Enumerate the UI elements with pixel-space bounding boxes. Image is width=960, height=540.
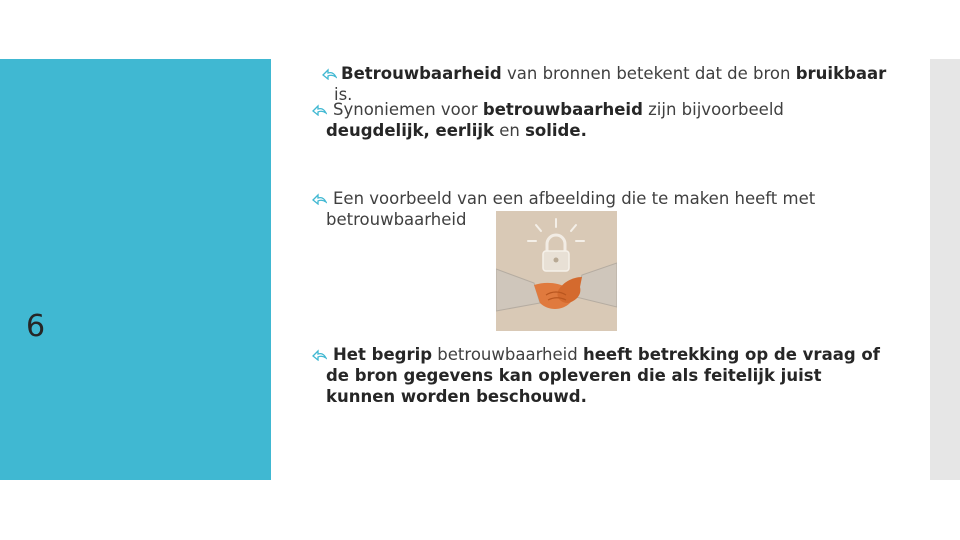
handshake-lock-icon [496,211,617,331]
bold-text: heeft betrekking op de vraag of de bron gegevens kan opleveren die als feitelijk juist kunnen worden beschouwd. [326,345,880,406]
quote-mark-icon [312,191,327,205]
bullet-text [326,100,784,140]
bullet-text [326,345,880,406]
bold-text: deugdelijk, eerlijk [326,121,494,140]
body-text: Een voorbeeld van een afbeelding die te maken heeft met betrouwbaarheid [326,189,816,229]
body-text: van bronnen betekent dat de bron [501,64,796,83]
handshake-lock-image [496,211,617,331]
bold-text: solide. [525,121,587,140]
bullet-item [326,344,886,407]
bold-text: Het begrip [333,345,433,364]
accent-panel [0,59,271,480]
body-text: en [493,121,526,140]
slide-number: 6 [26,309,46,344]
bullet-item [326,99,886,141]
body-text: is. [334,85,353,104]
side-strip [930,59,960,480]
body-text: betrouwbaarheid [432,345,583,364]
bullet-text [334,64,886,104]
quote-mark-icon [322,66,337,80]
bold-text: bruikbaar [795,64,887,83]
bold-text: Betrouwbaarheid [341,64,502,83]
quote-mark-icon [312,102,327,116]
body-text: zijn bijvoorbeeld [642,100,784,119]
body-text: Synoniemen voor [333,100,483,119]
bold-text: betrouwbaarheid [482,100,643,119]
quote-mark-icon [312,347,327,361]
